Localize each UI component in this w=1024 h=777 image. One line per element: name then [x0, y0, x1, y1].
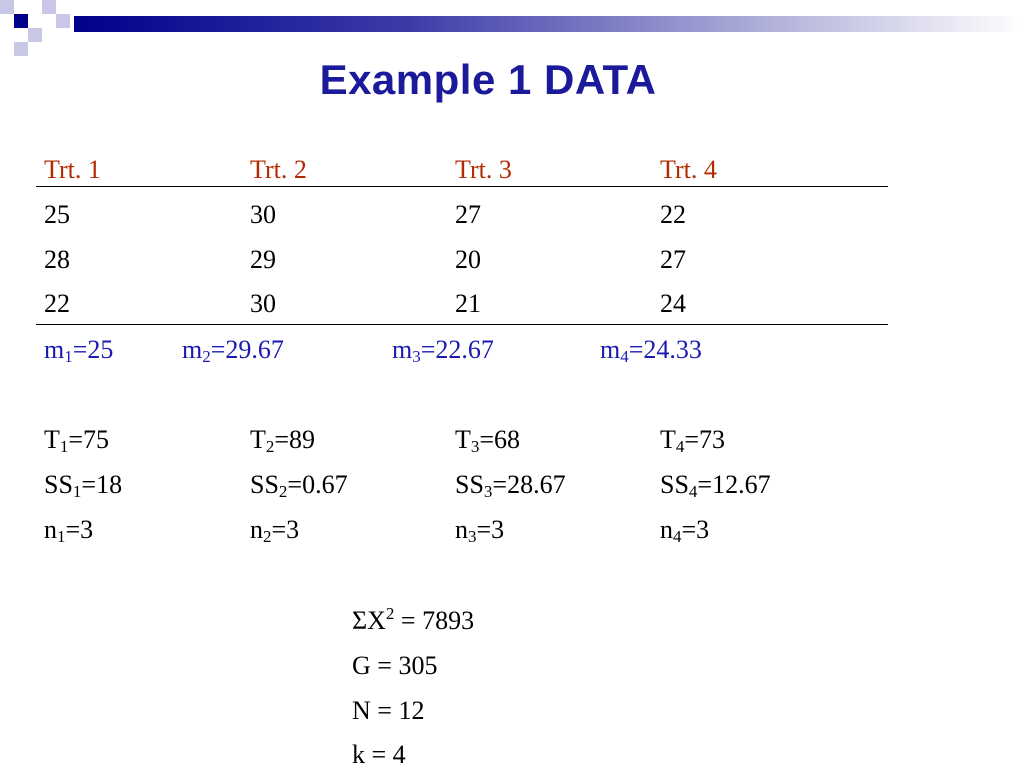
decor-square [0, 0, 14, 14]
ss-1: $SS_1=18$ [44, 470, 123, 501]
mean-4: $m_4=24.33$ [600, 335, 702, 366]
header-divider [36, 186, 888, 187]
header-trt-4: Trt. 4 [660, 155, 717, 184]
total-n: N = 12 [352, 696, 425, 725]
decor-square [14, 42, 28, 56]
table-cell: 27 [660, 245, 686, 274]
header-trt-3: Trt. 3 [455, 155, 512, 184]
table-cell: 28 [44, 245, 70, 274]
decor-square [42, 0, 56, 14]
treatment-count: k = 4 [352, 740, 406, 769]
n-2: $n_2=3$ [250, 515, 300, 546]
ss-3: $SS_3=28.67$ [455, 470, 566, 501]
n-1: $n_1=3$ [44, 515, 94, 546]
grand-total: G = 305 [352, 651, 438, 680]
table-cell: 30 [250, 200, 276, 229]
table-cell: 21 [455, 289, 481, 318]
means-divider [36, 324, 888, 325]
mean-1: $m_1=25$ [44, 335, 114, 366]
slide-title: Example 1 DATA [319, 56, 657, 103]
mean-2: $m_2=29.67$ [182, 335, 284, 366]
table-cell: 25 [44, 200, 70, 229]
total-2: $T_2=89$ [250, 425, 316, 456]
table-cell: 29 [250, 245, 276, 274]
table-cell: 24 [660, 289, 686, 318]
header-trt-2: Trt. 2 [250, 155, 307, 184]
table-cell: 30 [250, 289, 276, 318]
table-cell: 22 [660, 200, 686, 229]
sum-x-squared: $\Sigma X^2 = 7893$ [352, 604, 475, 635]
decor-square [28, 28, 42, 42]
table-cell: 20 [455, 245, 481, 274]
total-1: $T_1=75$ [44, 425, 110, 456]
table-cell: 27 [455, 200, 481, 229]
n-4: $n_4=3$ [660, 515, 710, 546]
ss-2: $SS_2=0.67$ [250, 470, 348, 501]
ss-4: $SS_4=12.67$ [660, 470, 771, 501]
decor-square [56, 14, 70, 28]
decor-square [14, 14, 28, 28]
header-trt-1: Trt. 1 [44, 155, 101, 184]
mean-3: $m_3=22.67$ [392, 335, 494, 366]
total-3: $T_3=68$ [455, 425, 521, 456]
table-cell: 22 [44, 289, 70, 318]
title-gradient-bar [74, 16, 1024, 32]
n-3: $n_3=3$ [455, 515, 505, 546]
total-4: $T_4=73$ [660, 425, 726, 456]
